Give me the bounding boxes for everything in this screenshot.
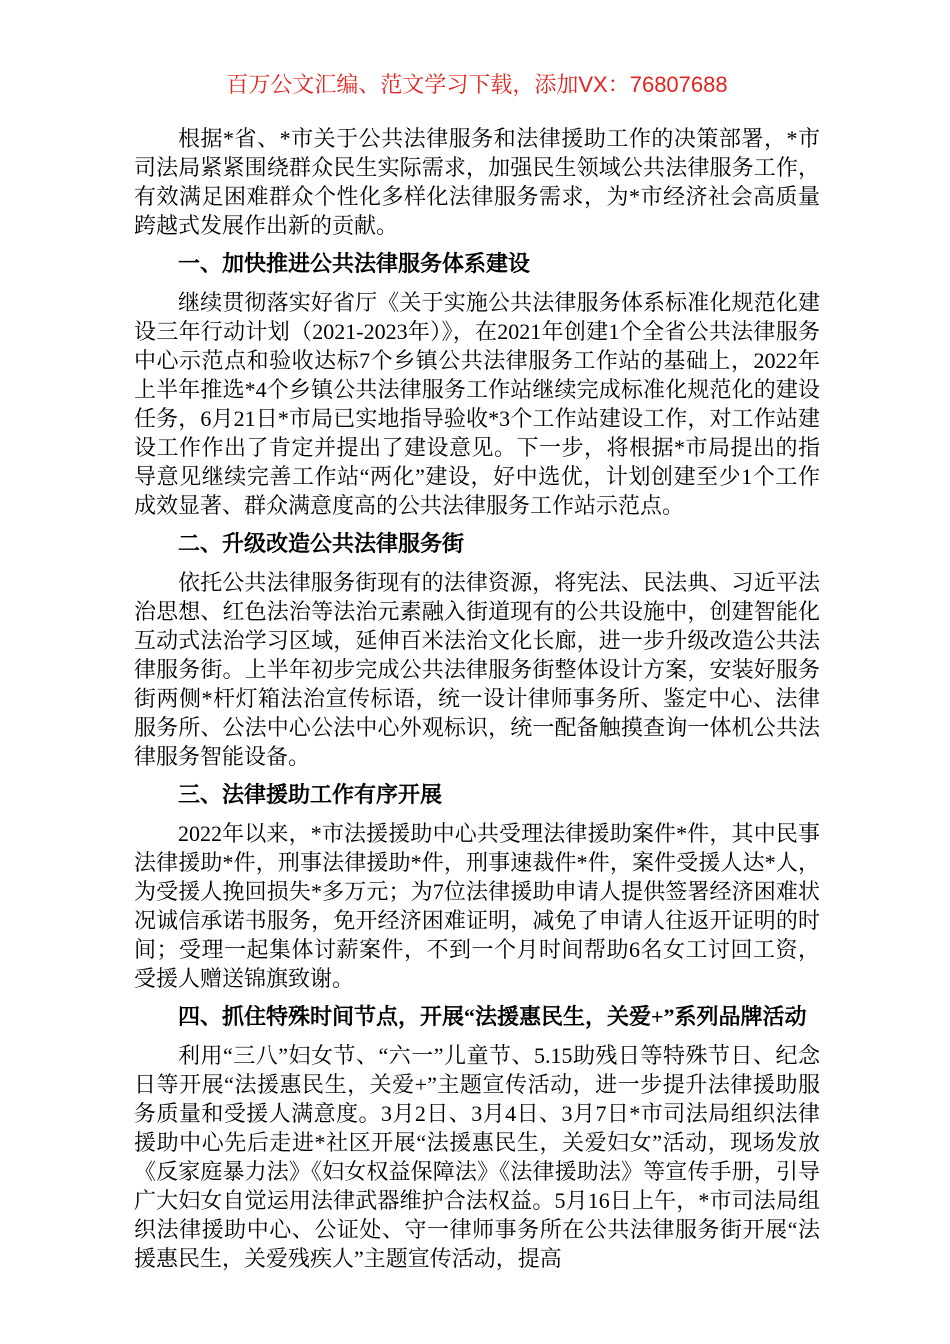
- document-body: [134, 124, 820, 1273]
- section-heading: 三、法律援助工作有序开展: [178, 782, 443, 807]
- promo-header-text: 百万公文汇编、范文学习下载，添加VX：76807688: [226, 72, 728, 97]
- section-heading: 一、加快推进公共法律服务体系建设: [178, 251, 531, 276]
- section-heading: 四、抓住特殊时间节点，开展“法援惠民生，关爱+”系列品牌活动: [178, 1004, 807, 1029]
- body-paragraph: 根据*省、*市关于公共法律服务和法律援助工作的决策部署，*市司法局紧紧围绕群众民生实际需求，加强民生领域公共法律服务工作，有效满足困难群众个性化多样化法律服务需求，为*市经济社会高质量跨越式发展作出新的贡献。: [134, 126, 820, 238]
- body-paragraph: 依托公共法律服务街现有的法律资源，将宪法、民法典、习近平法治思想、红色法治等法治元素融入街道现有的公共设施中，创建智能化互动式法治学习区域，延伸百米法治文化长廊，进一步升级改造公共法律服务街。上半年初步完成公共法律服务街整体设计方案，安装好服务街两侧*杆灯箱法治宣传标语，统一设计律师事务所、鉴定中心、法律服务所、公法中心公法中心外观标识，统一配备触摸查询一体机公共法律服务智能设备。: [134, 570, 820, 769]
- section-heading: 二、升级改造公共法律服务街: [178, 531, 465, 556]
- body-paragraph: 2022年以来，*市法援援助中心共受理法律援助案件*件，其中民事法律援助*件，刑事法律援助*件，刑事速裁件*件，案件受援人达*人，为受援人挽回损失*多万元；为7位法律援助申请人提供签署经济困难状况诚信承诺书服务，免开经济困难证明，减免了申请人往返开证明的时间；受理一起集体讨薪案件，不到一个月时间帮助6名女工讨回工资，受援人赠送锦旗致谢。: [134, 821, 820, 991]
- body-paragraph: 利用“三八”妇女节、“六一”儿童节、5.15助残日等特殊节日、纪念日等开展“法援惠民生，关爱+”主题宣传活动，进一步提升法律援助服务质量和受援人满意度。3月2日、3月4日、3月7日*市司法局组织法律援助中心先后走进*社区开展“法援惠民生，关爱妇女”活动，现场发放《反家庭暴力法》《妇女权益保障法》《法律援助法》等宣传手册，引导广大妇女自觉运用法律武器维护合法权益。5月16日上午，*市司法局组织法律援助中心、公证处、守一律师事务所在公共法律服务街开展“法援惠民生，关爱残疾人”主题宣传活动，提高: [134, 1043, 820, 1271]
- body-paragraph: 继续贯彻落实好省厅《关于实施公共法律服务体系标准化规范化建设三年行动计划（2021-2023年）》，在2021年创建1个全省公共法律服务中心示范点和验收达标7个乡镇公共法律服务工作站的基础上，2022年上半年推选*4个乡镇公共法律服务工作站继续完成标准化规范化的建设任务，6月21日*市局已实地指导验收*3个工作站建设工作，对工作站建设工作作出了肯定并提出了建设意见。下一步，将根据*市局提出的指导意见继续完善工作站“两化”建设，好中选优，计划创建至少1个工作成效显著、群众满意度高的公共法律服务工作站示范点。: [134, 290, 820, 518]
